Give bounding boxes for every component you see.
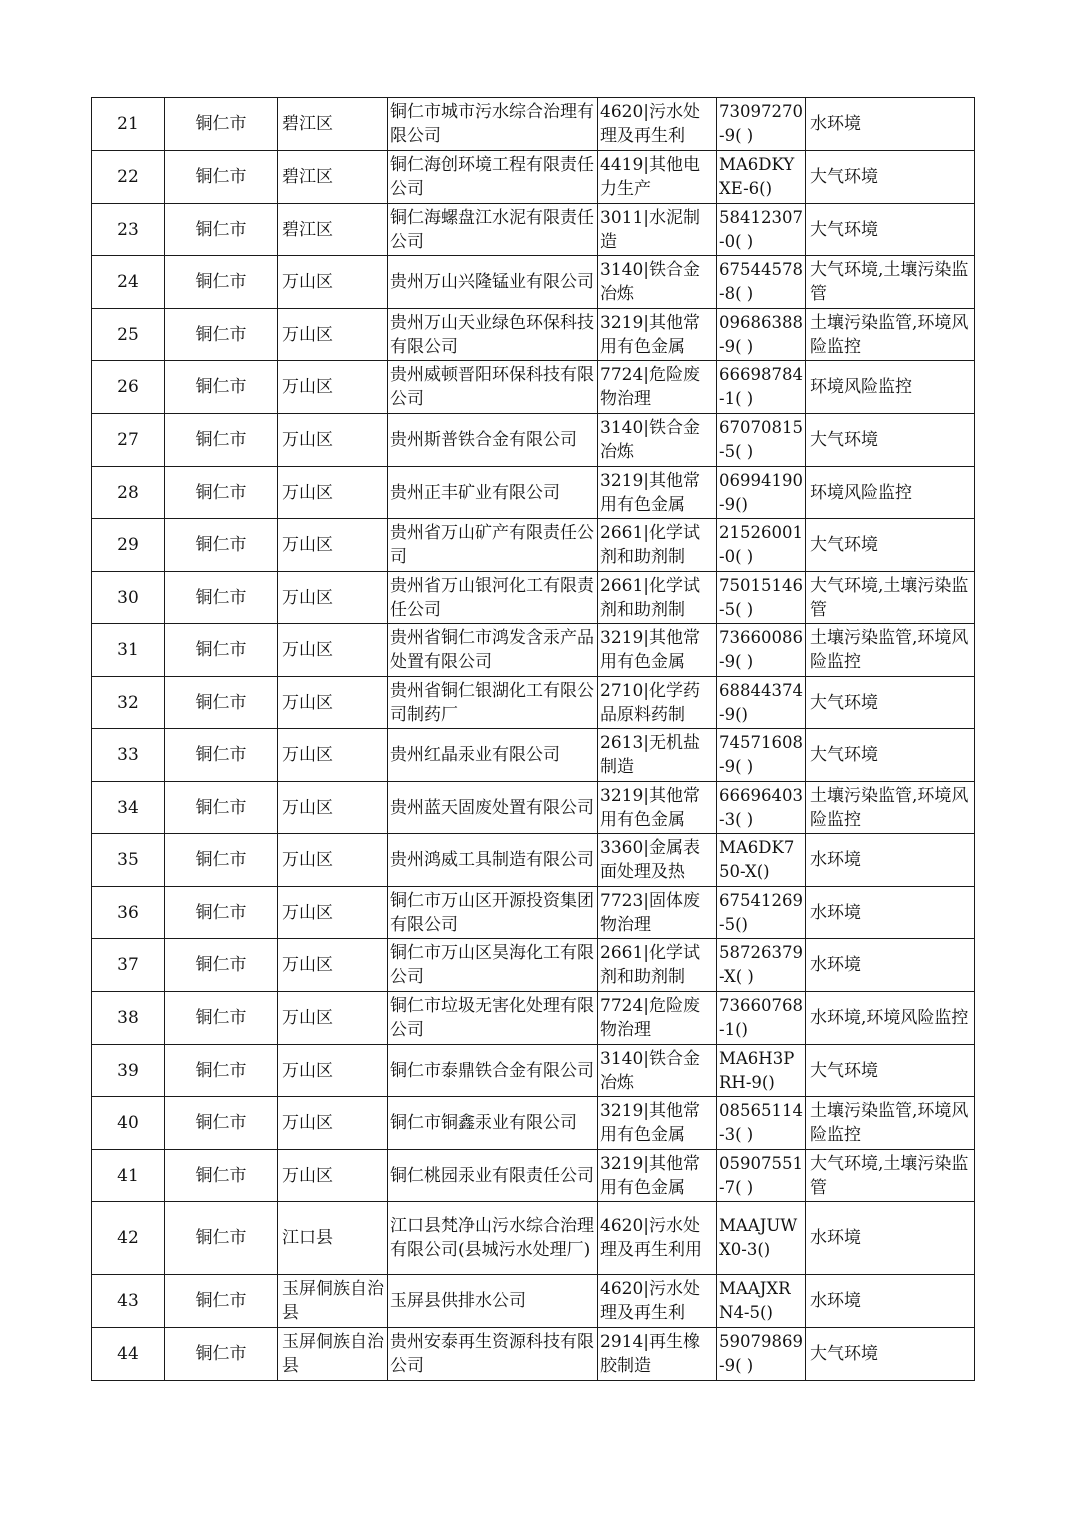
row-number: 35 [92,834,165,887]
monitor-type-cell: 大气环境 [806,204,975,256]
industry-cell: 3360|金属表面处理及热 [598,834,717,887]
district-cell: 玉屏侗族自治县 [278,1328,388,1381]
table-row [92,1328,975,1381]
row-number: 23 [92,204,165,256]
district-cell: 碧江区 [278,204,388,256]
company-name-cell: 江口县梵净山污水综合治理有限公司(县城污水处理厂) [388,1202,598,1275]
org-code-cell: 67541269-5() [717,887,806,939]
monitor-type-cell: 水环境,环境风险监控 [806,992,975,1045]
district-cell: 万山区 [278,1097,388,1150]
table-row [92,624,975,677]
district-cell: 万山区 [278,572,388,624]
industry-cell: 3140|铁合金冶炼 [598,1045,717,1097]
district-cell: 万山区 [278,1045,388,1097]
industry-cell: 3140|铁合金冶炼 [598,256,717,309]
table-row [92,467,975,519]
city-cell: 铜仁市 [165,729,278,782]
industry-cell: 4620|污水处理及再生利用 [598,1202,717,1275]
company-name-cell: 贵州威顿晋阳环保科技有限公司 [388,361,598,414]
company-name-cell: 贵州省铜仁银湖化工有限公司制药厂 [388,677,598,729]
monitor-type-cell: 水环境 [806,939,975,992]
table-row [92,1097,975,1150]
enterprise-table [91,97,975,1381]
monitor-type-cell: 大气环境,土壤污染监管 [806,572,975,624]
monitor-type-cell: 土壤污染监管,环境风险监控 [806,624,975,677]
company-name-cell: 铜仁市万山区开源投资集团有限公司 [388,887,598,939]
org-code-cell: 73660768-1() [717,992,806,1045]
row-number: 36 [92,887,165,939]
industry-cell: 2914|再生橡胶制造 [598,1328,717,1381]
org-code-cell: 75015146-5( ) [717,572,806,624]
monitor-type-cell: 大气环境,土壤污染监管 [806,256,975,309]
monitor-type-cell: 环境风险监控 [806,467,975,519]
monitor-type-cell: 水环境 [806,98,975,151]
company-name-cell: 贵州省万山矿产有限责任公司 [388,519,598,572]
table-body [92,98,975,1381]
city-cell: 铜仁市 [165,834,278,887]
company-name-cell: 铜仁市铜鑫汞业有限公司 [388,1097,598,1150]
city-cell: 铜仁市 [165,414,278,467]
table-row [92,992,975,1045]
table-row [92,414,975,467]
city-cell: 铜仁市 [165,677,278,729]
industry-cell: 3219|其他常用有色金属 [598,624,717,677]
industry-cell: 7724|危险废物治理 [598,992,717,1045]
table-row [92,782,975,834]
company-name-cell: 贵州蓝天固废处置有限公司 [388,782,598,834]
table-row [92,572,975,624]
monitor-type-cell: 大气环境 [806,1328,975,1381]
district-cell: 万山区 [278,887,388,939]
city-cell: 铜仁市 [165,151,278,204]
district-cell: 万山区 [278,1150,388,1202]
district-cell: 万山区 [278,309,388,361]
monitor-type-cell: 水环境 [806,1202,975,1275]
table-row [92,1202,975,1275]
industry-cell: 4620|污水处理及再生利 [598,1275,717,1328]
table-row [92,729,975,782]
table-row [92,519,975,572]
row-number: 38 [92,992,165,1045]
district-cell: 万山区 [278,361,388,414]
table-row [92,151,975,204]
row-number: 24 [92,256,165,309]
district-cell: 玉屏侗族自治县 [278,1275,388,1328]
industry-cell: 2661|化学试剂和助剂制 [598,572,717,624]
row-number: 37 [92,939,165,992]
city-cell: 铜仁市 [165,992,278,1045]
row-number: 41 [92,1150,165,1202]
company-name-cell: 贵州红晶汞业有限公司 [388,729,598,782]
monitor-type-cell: 土壤污染监管,环境风险监控 [806,782,975,834]
row-number: 39 [92,1045,165,1097]
row-number: 40 [92,1097,165,1150]
row-number: 29 [92,519,165,572]
district-cell: 万山区 [278,414,388,467]
monitor-type-cell: 大气环境 [806,1045,975,1097]
city-cell: 铜仁市 [165,1275,278,1328]
table-row [92,1045,975,1097]
city-cell: 铜仁市 [165,1202,278,1275]
org-code-cell: 58412307-0( ) [717,204,806,256]
company-name-cell: 铜仁海创环境工程有限责任公司 [388,151,598,204]
district-cell: 江口县 [278,1202,388,1275]
monitor-type-cell: 水环境 [806,834,975,887]
table-row [92,309,975,361]
row-number: 28 [92,467,165,519]
table-row [92,256,975,309]
company-name-cell: 贵州万山天业绿色环保科技有限公司 [388,309,598,361]
monitor-type-cell: 水环境 [806,1275,975,1328]
org-code-cell: 68844374-9() [717,677,806,729]
industry-cell: 7723|固体废物治理 [598,887,717,939]
industry-cell: 2661|化学试剂和助剂制 [598,519,717,572]
table-row [92,834,975,887]
org-code-cell: MA6DKYXE-6() [717,151,806,204]
district-cell: 万山区 [278,256,388,309]
row-number: 30 [92,572,165,624]
city-cell: 铜仁市 [165,361,278,414]
org-code-cell: MA6DK750-X() [717,834,806,887]
monitor-type-cell: 水环境 [806,887,975,939]
city-cell: 铜仁市 [165,887,278,939]
table-row [92,1275,975,1328]
org-code-cell: 21526001-0( ) [717,519,806,572]
row-number: 31 [92,624,165,677]
org-code-cell: MAAJUWX0-3() [717,1202,806,1275]
company-name-cell: 贵州鸿威工具制造有限公司 [388,834,598,887]
industry-cell: 3011|水泥制造 [598,204,717,256]
district-cell: 万山区 [278,467,388,519]
district-cell: 万山区 [278,782,388,834]
district-cell: 万山区 [278,677,388,729]
row-number: 43 [92,1275,165,1328]
org-code-cell: 08565114-3( ) [717,1097,806,1150]
city-cell: 铜仁市 [165,256,278,309]
city-cell: 铜仁市 [165,98,278,151]
monitor-type-cell: 大气环境 [806,414,975,467]
monitor-type-cell: 土壤污染监管,环境风险监控 [806,1097,975,1150]
city-cell: 铜仁市 [165,1150,278,1202]
company-name-cell: 铜仁市泰鼎铁合金有限公司 [388,1045,598,1097]
company-name-cell: 铜仁桃园汞业有限责任公司 [388,1150,598,1202]
company-name-cell: 贵州万山兴隆锰业有限公司 [388,256,598,309]
table-row [92,1150,975,1202]
row-number: 27 [92,414,165,467]
industry-cell: 2710|化学药品原料药制 [598,677,717,729]
district-cell: 碧江区 [278,98,388,151]
industry-cell: 4419|其他电力生产 [598,151,717,204]
company-name-cell: 铜仁市万山区昊海化工有限公司 [388,939,598,992]
district-cell: 万山区 [278,939,388,992]
city-cell: 铜仁市 [165,939,278,992]
company-name-cell: 铜仁海螺盘江水泥有限责任公司 [388,204,598,256]
city-cell: 铜仁市 [165,309,278,361]
industry-cell: 3140|铁合金冶炼 [598,414,717,467]
org-code-cell: 05907551-7( ) [717,1150,806,1202]
row-number: 44 [92,1328,165,1381]
org-code-cell: 59079869-9( ) [717,1328,806,1381]
monitor-type-cell: 大气环境,土壤污染监管 [806,1150,975,1202]
row-number: 32 [92,677,165,729]
monitor-type-cell: 大气环境 [806,729,975,782]
org-code-cell: 58726379-X( ) [717,939,806,992]
monitor-type-cell: 大气环境 [806,677,975,729]
row-number: 42 [92,1202,165,1275]
row-number: 34 [92,782,165,834]
district-cell: 碧江区 [278,151,388,204]
city-cell: 铜仁市 [165,782,278,834]
district-cell: 万山区 [278,834,388,887]
company-name-cell: 贵州省万山银河化工有限责任公司 [388,572,598,624]
city-cell: 铜仁市 [165,572,278,624]
org-code-cell: 67544578-8( ) [717,256,806,309]
table-row [92,204,975,256]
table-row [92,361,975,414]
monitor-type-cell: 大气环境 [806,519,975,572]
org-code-cell: 74571608-9( ) [717,729,806,782]
company-name-cell: 铜仁市垃圾无害化处理有限公司 [388,992,598,1045]
row-number: 26 [92,361,165,414]
industry-cell: 4620|污水处理及再生利 [598,98,717,151]
org-code-cell: 73097270-9( ) [717,98,806,151]
row-number: 22 [92,151,165,204]
org-code-cell: 06994190-9() [717,467,806,519]
table-row [92,939,975,992]
org-code-cell: MAAJXRN4-5() [717,1275,806,1328]
table-row [92,887,975,939]
district-cell: 万山区 [278,992,388,1045]
company-name-cell: 贵州斯普铁合金有限公司 [388,414,598,467]
district-cell: 万山区 [278,519,388,572]
company-name-cell: 铜仁市城市污水综合治理有限公司 [388,98,598,151]
monitor-type-cell: 环境风险监控 [806,361,975,414]
org-code-cell: 73660086-9( ) [717,624,806,677]
company-name-cell: 贵州安泰再生资源科技有限公司 [388,1328,598,1381]
district-cell: 万山区 [278,624,388,677]
city-cell: 铜仁市 [165,204,278,256]
monitor-type-cell: 土壤污染监管,环境风险监控 [806,309,975,361]
city-cell: 铜仁市 [165,1097,278,1150]
org-code-cell: 09686388-9( ) [717,309,806,361]
row-number: 33 [92,729,165,782]
district-cell: 万山区 [278,729,388,782]
industry-cell: 3219|其他常用有色金属 [598,1150,717,1202]
industry-cell: 3219|其他常用有色金属 [598,467,717,519]
row-number: 21 [92,98,165,151]
company-name-cell: 贵州省铜仁市鸿发含汞产品处置有限公司 [388,624,598,677]
monitor-type-cell: 大气环境 [806,151,975,204]
city-cell: 铜仁市 [165,467,278,519]
city-cell: 铜仁市 [165,519,278,572]
table-row [92,98,975,151]
org-code-cell: MA6H3PRH-9() [717,1045,806,1097]
company-name-cell: 玉屏县供排水公司 [388,1275,598,1328]
city-cell: 铜仁市 [165,624,278,677]
org-code-cell: 67070815-5( ) [717,414,806,467]
org-code-cell: 66698784-1( ) [717,361,806,414]
row-number: 25 [92,309,165,361]
org-code-cell: 66696403-3( ) [717,782,806,834]
industry-cell: 2613|无机盐制造 [598,729,717,782]
table-row [92,677,975,729]
city-cell: 铜仁市 [165,1328,278,1381]
industry-cell: 3219|其他常用有色金属 [598,782,717,834]
industry-cell: 2661|化学试剂和助剂制 [598,939,717,992]
company-name-cell: 贵州正丰矿业有限公司 [388,467,598,519]
city-cell: 铜仁市 [165,1045,278,1097]
industry-cell: 3219|其他常用有色金属 [598,309,717,361]
industry-cell: 7724|危险废物治理 [598,361,717,414]
industry-cell: 3219|其他常用有色金属 [598,1097,717,1150]
